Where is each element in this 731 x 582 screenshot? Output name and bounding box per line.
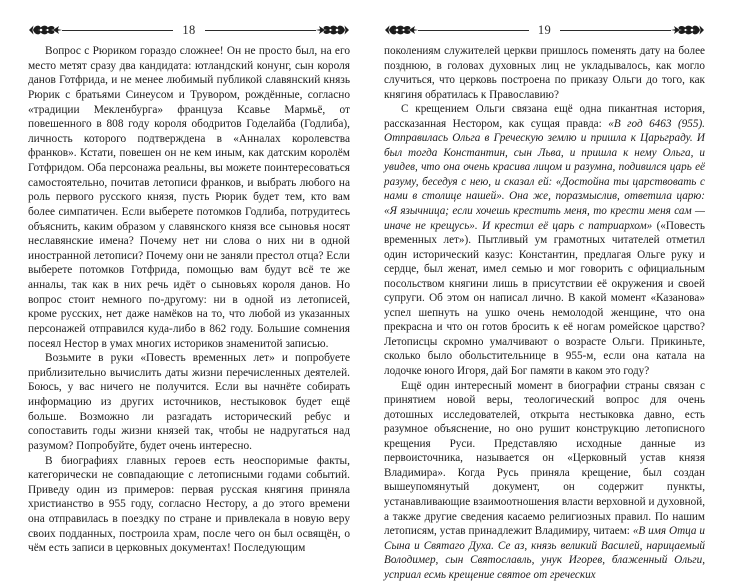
fleuron-ornament-right-icon — [316, 23, 350, 37]
paragraph: В биографиях главных героев есть неоспоримые факты, категорически не совпадающие с летописными годами событий. Приведу один из примеров: первая русская княгиня приняла христианство в 955 году, согласно Нестору, а до этого времени она отправилась в поездку по стране и привлекала в новую веру своих подданных, построила храм, после чего он был освящён, о чём есть записи в церковных документах! Последующим — [28, 454, 350, 555]
rule-right — [205, 30, 316, 31]
body-text-right — [384, 44, 705, 582]
paragraph-text: («Повесть временных лет»). Пытливый ум грамотных читателей отметил один исторический казус: Константин, предлагая Ольге руку и сердце, был женат, имел семью и мог говорить с официальным посольством княгини лишь в присутствии её окружения и своей супруги. Об этом он написал лично. В какой момент «Казанова» успел шепнуть на ушко очень немолодой женщине, что она прекрасна и что он готов бросить к её ногам ромейское царство? Летописцы скромно умалчивают о возрасте Ольги. Прикиньте, сколько было обольстительнице в 955-м, если она катала на лодочке юного Игоря, дай Бог памяти в каком это году? — [384, 219, 705, 378]
fleuron-ornament-right-icon — [671, 23, 705, 37]
paragraph-text: С крещением Ольги связана ещё одна пикантная история, рассказанная Нестором, как сущая правда: — [384, 103, 705, 130]
paragraph — [384, 379, 705, 582]
running-head-left — [28, 0, 350, 44]
page-right — [366, 0, 731, 581]
paragraph-text: поколениям служителей церкви пришлось поменять дату на более позднюю, в головах духовных лиц не укладывалось, как могло случиться, что церковь построена по приказу Ольги до того, как княгиня обратилась к Православию? — [384, 45, 705, 101]
fleuron-ornament-left-icon — [384, 23, 418, 37]
quoted-chronicle-text: «В год 6463 (955). Отправилась Ольга в Греческую землю и пришла к Царьграду. И был тогда Константин, сын Льва, и пришла к нему Ольга, и увидев, что она очень красива лицом и разумна, подивился царь её разуму, беседуя с нею, и сказал ей: «Достойна ты царствовать с нами в столице нашей». Она же, поразмыслив, ответила царю: «Я язычница; если хочешь крестить меня, то крести меня сам — иначе не крещусь». И крестил её царь с патриархом» — [384, 117, 705, 232]
rule-right — [560, 30, 671, 31]
paragraph — [384, 102, 705, 378]
page-left — [0, 0, 366, 555]
paragraph: Возьмите в руки «Повесть временных лет» и попробуете приблизительно вычислить даты жизни перечисленных деятелей. Боюсь, у вас ничего не получится. Если вы начнёте собирать информацию из других источников, нестыковок будет ещё больше. Возможно ли разгадать исторический ребус и сопоставить годы жизни князей так, чтобы не надругаться над разумом? Попробуйте, будет очень интересно. — [28, 352, 350, 452]
rule-left — [418, 30, 529, 31]
folio-number: 19 — [537, 22, 552, 37]
quoted-chronicle-text: «В имя Отца и Сына и Святаго Духа. Се аз, князь великий Василей, нарицаемый Володимер, сын Святославль, унук Игорев, блаженный Ольги, усприал есмь крещение святое от греческих — [384, 525, 705, 581]
paragraph — [384, 44, 705, 102]
folio-number: 18 — [182, 22, 196, 37]
paragraph: Вопрос с Рюриком гораздо сложнее! Он не просто был, на его место метят сразу два кандидата: ютландский конунг, сын короля данов Готфрида, и не менее любимый публикой славянский князь Рюрик с братьями Синеусом и Трувором, рождённые, согласно «традиции Мекленбурга» француза Ксавье Мармьё, от повешенного в 808 году короля ободритов Годелайба (Годлиба), личность которого подтверждена в «Анналах королевства франков». Кстати, повешен он не кем иным, как датским королём Готфридом. Оба персонажа реальны, вы можете поинтересоваться самостоятельно, почитав летописи франков, и выбрать любого на роль первого русского князя, пусть Рюрик будет тем, кто вам более симпатичен. Если выберете потомков Годлиба, потрудитесь объяснить, каким образом у славянского князя все сыновья носят неславянские имена? Почему нет ни слова о них ни в одной иностранной летописи? Почему они не заняли престол отца? Если выберете потомков Готфрида, помощью вам будут всё те же анналы, так как в них речь идёт о сыновьях короля данов. Но вопрос стоит немного по-другому: ни в одной из летописей, кроме русских, нет даже намёков на то, что любой из указанных персонажей отправился куда-либо в 862 году. Большие сомнения посеял Нестор в умах многих историков знаменитой записью. — [28, 45, 350, 350]
body-text-left — [28, 44, 350, 556]
paragraph-text: Ещё один интересный момент в биографии страны связан с принятием новой веры, теологический вопрос для очень дотошных исследователей, открыта нестыковка давно, есть разумное объяснение, но оно рушит конструкцию летописного крещения Руси. Представляю исходные данные из первоисточника, называется он «Церковный устав князя Владимира». Когда Русь приняла крещение, был создан вышеупомянутый документ, он содержит пункты, устанавливающие взаимоотношения власти верховной и духовной, а также другие сведения касаемо религиозных правил. По нашим летописям, устав принадлежит Владимиру, читаем: — [384, 379, 705, 538]
running-head-right — [384, 0, 705, 44]
rule-left — [62, 30, 173, 31]
fleuron-ornament-left-icon — [28, 23, 62, 37]
